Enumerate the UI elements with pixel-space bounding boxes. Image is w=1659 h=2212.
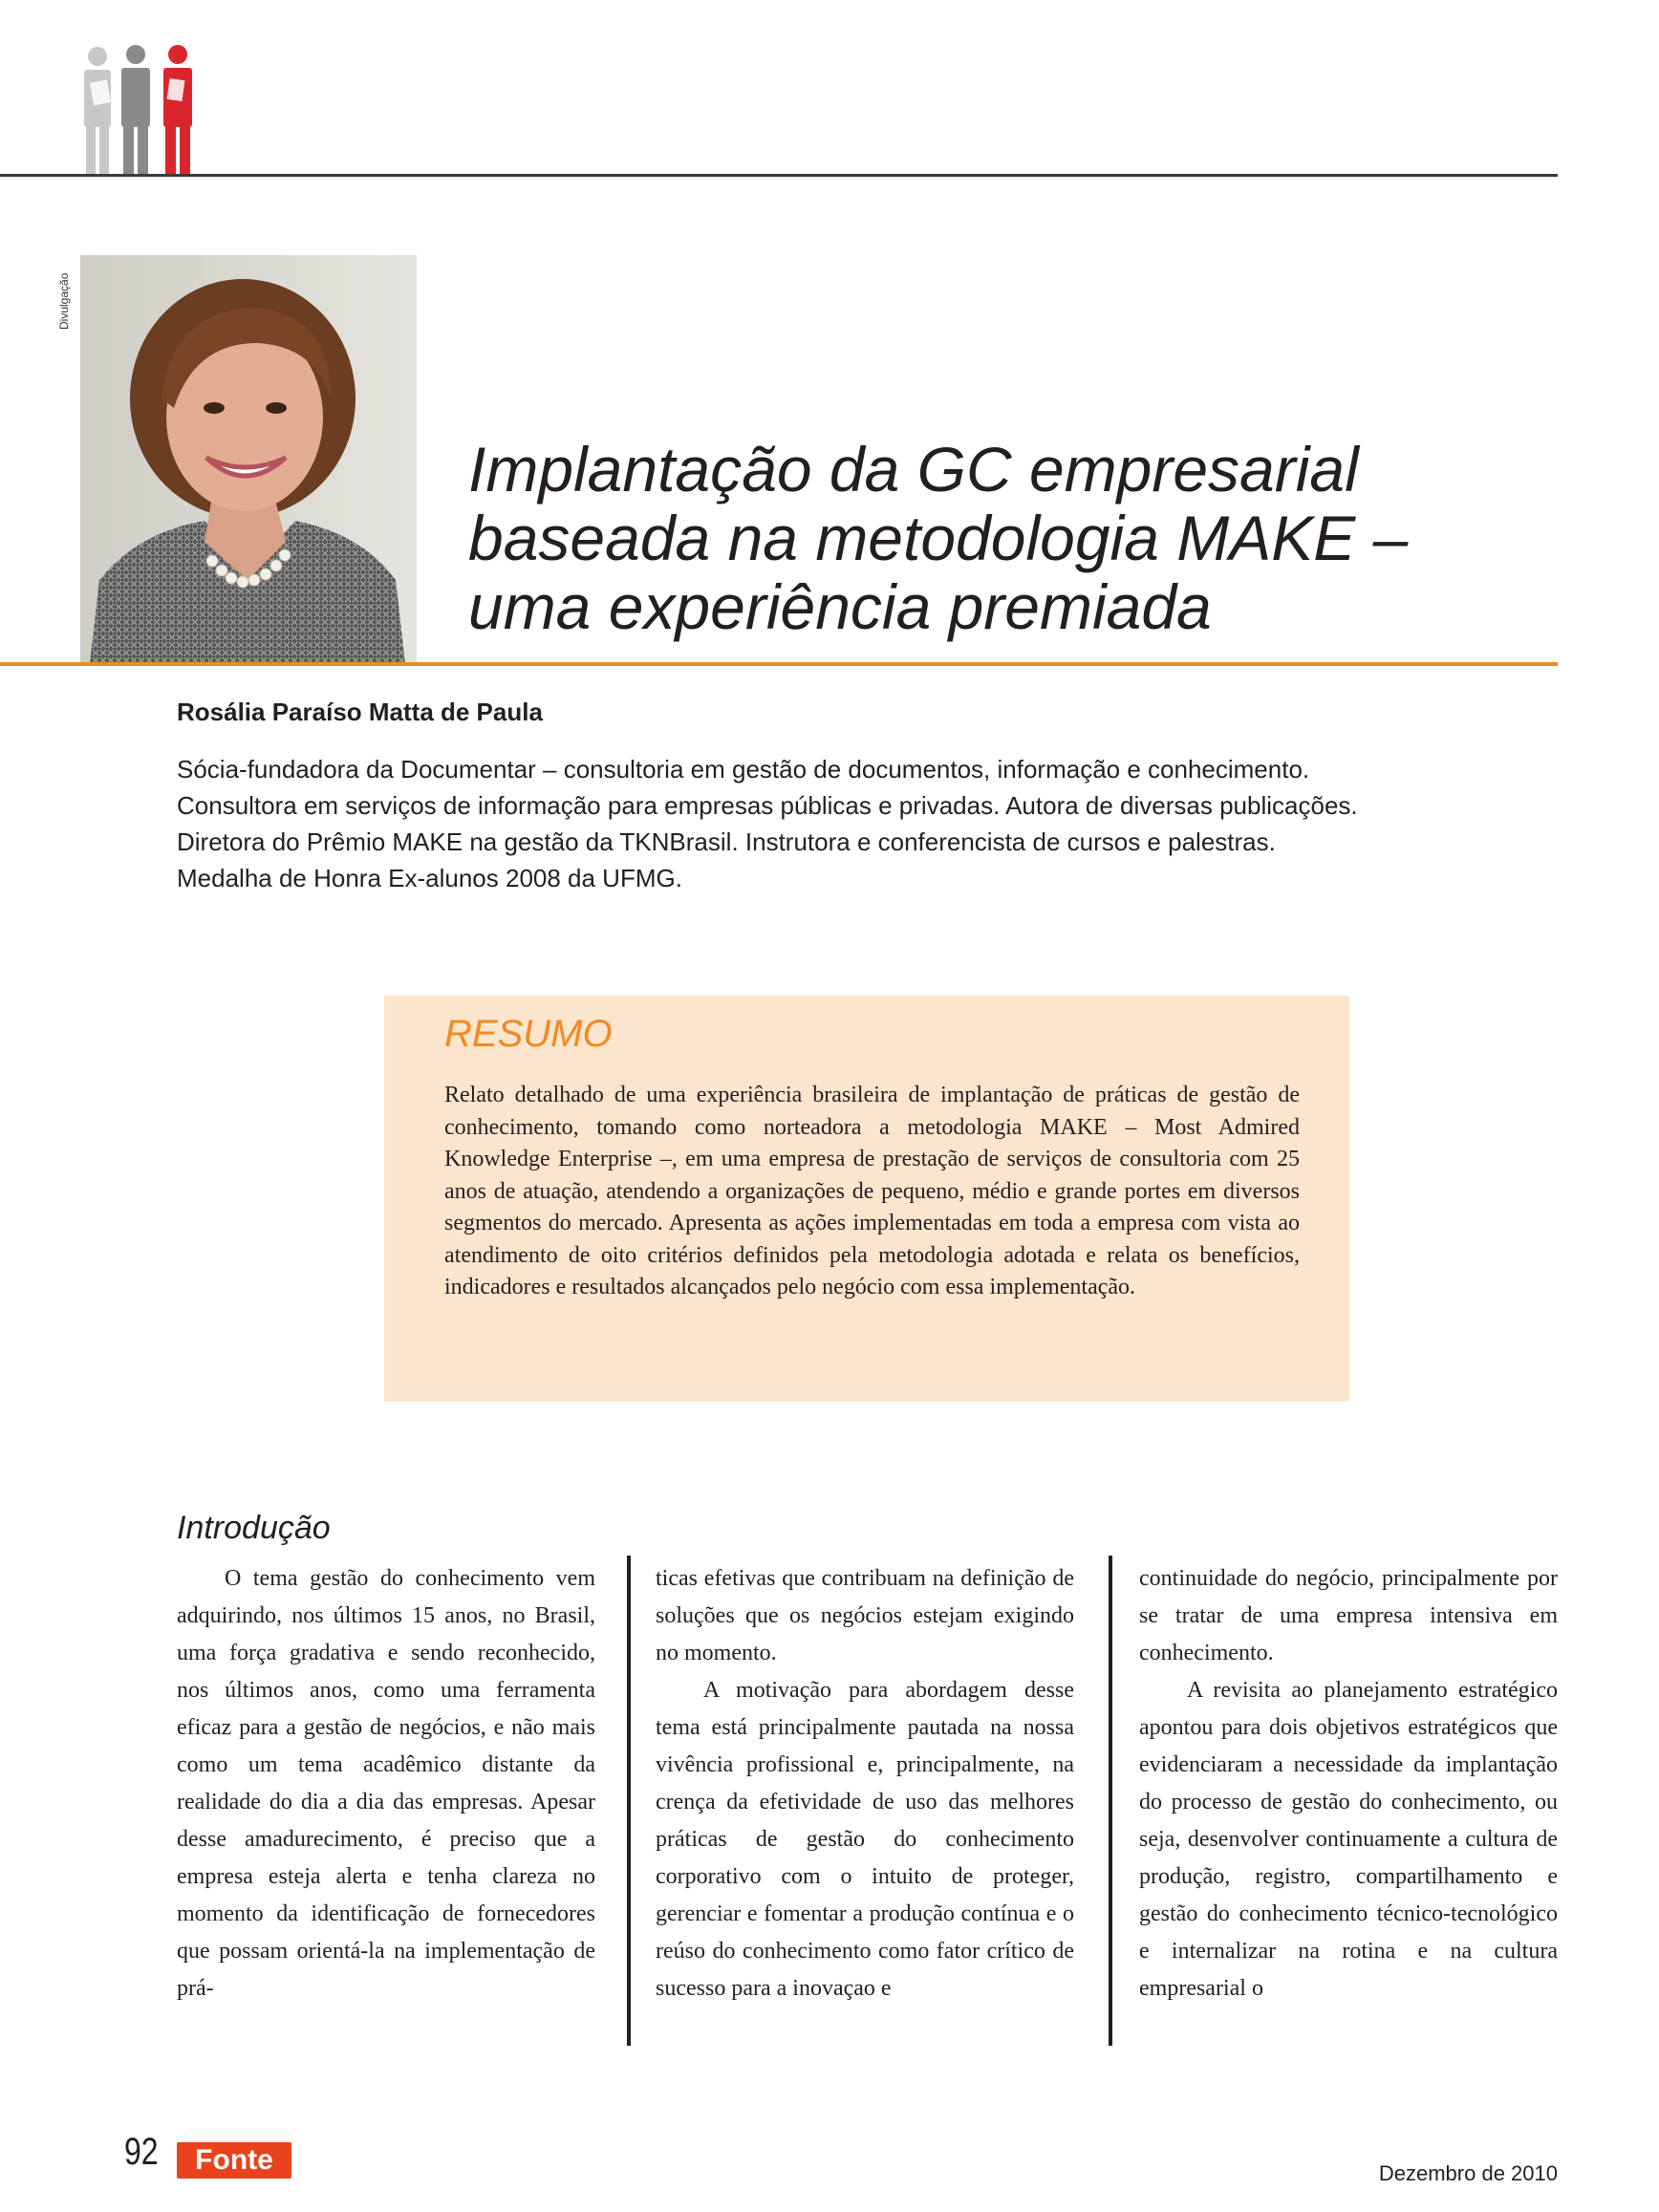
abstract-box xyxy=(384,996,1349,1402)
page-number: 92 xyxy=(124,2131,159,2173)
brand-logo xyxy=(177,2142,291,2179)
body-column-2 xyxy=(656,1560,1074,2008)
body-column-1 xyxy=(177,1560,595,2008)
photo-credit: Divulgação xyxy=(57,272,71,330)
column-divider xyxy=(627,1556,631,2046)
author-portrait xyxy=(80,255,417,663)
title-rule xyxy=(0,662,1558,666)
title-line-3: uma experiência premiada xyxy=(468,571,1212,642)
paragraph: A motivação para abordagem desse tema está principalmente pautada na nossa vivência profissional e, principalmente, na crença da efetividade de uso das melhores práticas de gestão do conhecimento corporativo com o intuito de proteger, gerenciar e fomentar a produção contínua e o reúso do conhecimento como fator crítico de sucesso para a inovaçao e xyxy=(656,1678,1074,2001)
issue-date: Dezembro de 2010 xyxy=(1378,2161,1558,2185)
header-rule xyxy=(0,174,1558,177)
body-column-3 xyxy=(1139,1560,1558,2008)
column-divider xyxy=(1109,1556,1112,2046)
paragraph-continuation: ticas efetivas que contribuam na definição de soluções que os negócios estejam exigindo no momento. xyxy=(656,1566,1074,1665)
paragraph: O tema gestão do conhecimento vem adquirindo, nos últimos 15 anos, no Brasil, uma força gradativa e sendo reconhecido, nos últimos anos, como uma ferramenta eficaz para a gestão de negócios, e não mais como um tema acadêmico distante da realidade do dia a dia das empresas. Apesar desse amadurecimento, é preciso que a empresa esteja alerta e tenha clareza no momento da identificação de fornecedores que possam orientá-la na implementação de prá- xyxy=(177,1566,595,2001)
title-line-1: Implantação da GC empresarial xyxy=(468,434,1359,505)
author-name: Rosália Paraíso Matta de Paula xyxy=(177,698,543,726)
title-line-2: baseada na metodologia MAKE – xyxy=(468,503,1409,573)
brand-logo-text: Fonte xyxy=(195,2144,273,2176)
paragraph: A revisita ao planejamento estratégico apontou para dois objetivos estratégicos que evidenciaram a necessidade da implantação do processo de gestão do conhecimento, ou seja, desenvolver continuamente a cultura de produção, registro, compartilhamento e gestão do conhecimento técnico-tecnológico e internalizar na rotina e na cultura empresarial o xyxy=(1139,1678,1558,2001)
abstract-title: RESUMO xyxy=(444,1013,613,1055)
people-figures-icon xyxy=(76,43,220,186)
article-title xyxy=(468,435,1519,641)
section-heading-introducao: Introdução xyxy=(177,1510,331,1546)
author-bio: Sócia-fundadora da Documentar – consultoria em gestão de documentos, informação e conhecimento. Consultora em serviços de informação para empresas públicas e privadas. Autora de diversas publicações. Diretora do Prêmio MAKE na gestão da TKNBrasil. Instrutora e conferencista de cursos e palestras. Medalha de Honra Ex-alunos 2008 da UFMG. xyxy=(177,755,1358,892)
abstract-text: Relato detalhado de uma experiência brasileira de implantação de práticas de gestão de conhecimento, tomando como norteadora a metodologia MAKE – Most Admired Knowledge Enterprise –, em uma empresa de prestação de serviços de consultoria com 25 anos de atuação, atendendo a organizações de pequeno, médio e grande portes em diversos segmentos do mercado. Apresenta as ações implementadas em toda a empresa com vista ao atendimento de oito critérios definidos pela metodologia adotada e relata os benefícios, indicadores e resultados alcançados pelo negócio com essa implementação. xyxy=(444,1083,1300,1299)
paragraph-continuation: continuidade do negócio, principalmente por se tratar de uma empresa intensiva em conhecimento. xyxy=(1139,1566,1558,1665)
